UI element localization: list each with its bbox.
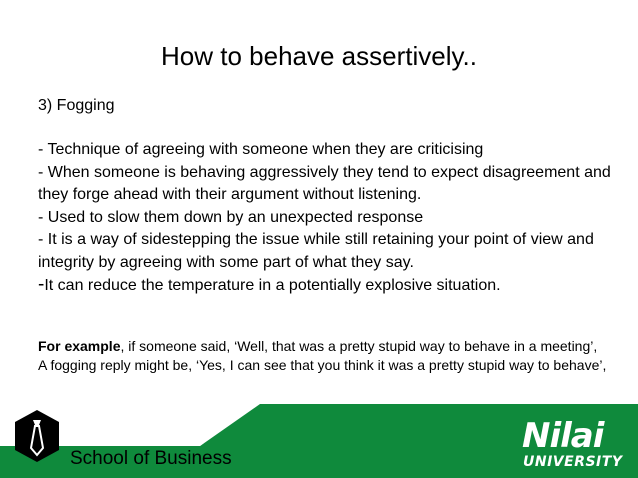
bullet-item: - When someone is behaving aggressively they tend to expect disagreement and they forge ahead with their argument without listening. bbox=[38, 163, 611, 203]
example-line-1 bbox=[38, 337, 624, 356]
example-line-2: A fogging reply might be, ‘Yes, I can see that you think it was a pretty stupid way to behave’, bbox=[38, 356, 607, 373]
example-label: For example bbox=[38, 338, 121, 354]
necktie-icon bbox=[12, 408, 62, 464]
school-name: School of Business bbox=[70, 448, 232, 469]
example-text: , if someone said, ‘Well, that was a pretty stupid way to behave in a meeting’, bbox=[120, 338, 598, 354]
slide-title: How to behave assertively.. bbox=[161, 41, 477, 71]
slide-subtitle: 3) Fogging bbox=[38, 97, 115, 114]
brand-name: Nilai bbox=[522, 416, 604, 456]
bullet-dash: - bbox=[38, 274, 45, 295]
brand-subtitle: UNIVERSITY bbox=[523, 454, 623, 470]
bullet-list bbox=[38, 139, 628, 298]
bullet-item-last bbox=[38, 274, 628, 298]
example-block bbox=[38, 337, 624, 374]
bullet-text: It can reduce the temperature in a potentially explosive situation. bbox=[44, 277, 501, 294]
bullet-item: - Technique of agreeing with someone when they are criticising bbox=[38, 141, 484, 158]
bullet-item: - It is a way of sidestepping the issue while still retaining your point of view and integrity by agreeing with some part of what they say. bbox=[38, 231, 594, 271]
bullet-item: - Used to slow them down by an unexpected response bbox=[38, 208, 424, 226]
